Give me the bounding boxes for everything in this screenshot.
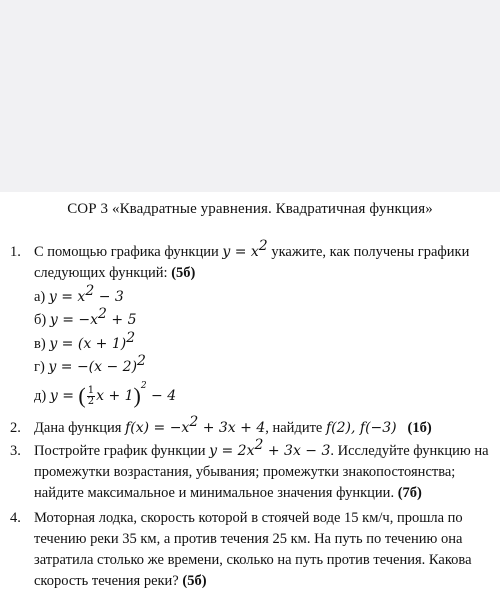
question-text: Моторная лодка, скорость которой в стоячей воде 15 км/ч, прошла по течению реки 35 км, а против течения 25 км. На путь по течению она затратила столько же времени, сколько на путь против течения. Какова скорость течения реки? (5б) xyxy=(34,510,472,589)
question-number: 3. xyxy=(10,443,21,459)
list-item: в) $y = (x + 1)^2$ xyxy=(34,330,136,352)
top-gray-area xyxy=(0,0,500,192)
question-text: Дана функция $f(x) = -x^2 + 3x + 4$, найдите f(2), f(−3) (1б) xyxy=(34,414,432,436)
document-page xyxy=(0,192,500,604)
list-item: б) $y = -x^2 + 5$ xyxy=(34,306,137,328)
list-item: г) $y = -(x - 2)^2$ xyxy=(34,353,146,375)
question-number: 1. xyxy=(10,244,21,260)
question-number: 4. xyxy=(10,510,21,526)
fraction: $\frac{1}{2}$ xyxy=(87,385,95,408)
points: (7б) xyxy=(397,485,422,501)
points: (5б) xyxy=(171,265,196,281)
question-text: Постройте график функции $y = 2x^2 + 3x - 3$. Исследуйте функцию на промежутки возрастания, убывания; промежутки знакопостоянства; найдите максимальное и минимальное значения функции. (7б) xyxy=(34,437,489,501)
question-text: С помощью графика функции $y = x^2$ укажите, как получены графики следующих функций: (5б) xyxy=(34,238,470,281)
points: (1б) xyxy=(407,420,432,436)
list-item: д) y = ( $\frac{1}{2}$ x + 1)$^2$ − 4 xyxy=(34,381,177,408)
list-item: а) $y = x^2 - 3$ xyxy=(34,283,124,305)
points: (5б) xyxy=(182,573,207,589)
page-title: СОР 3 «Квадратные уравнения. Квадратичная функция» xyxy=(67,201,433,217)
question-number: 2. xyxy=(10,420,21,436)
